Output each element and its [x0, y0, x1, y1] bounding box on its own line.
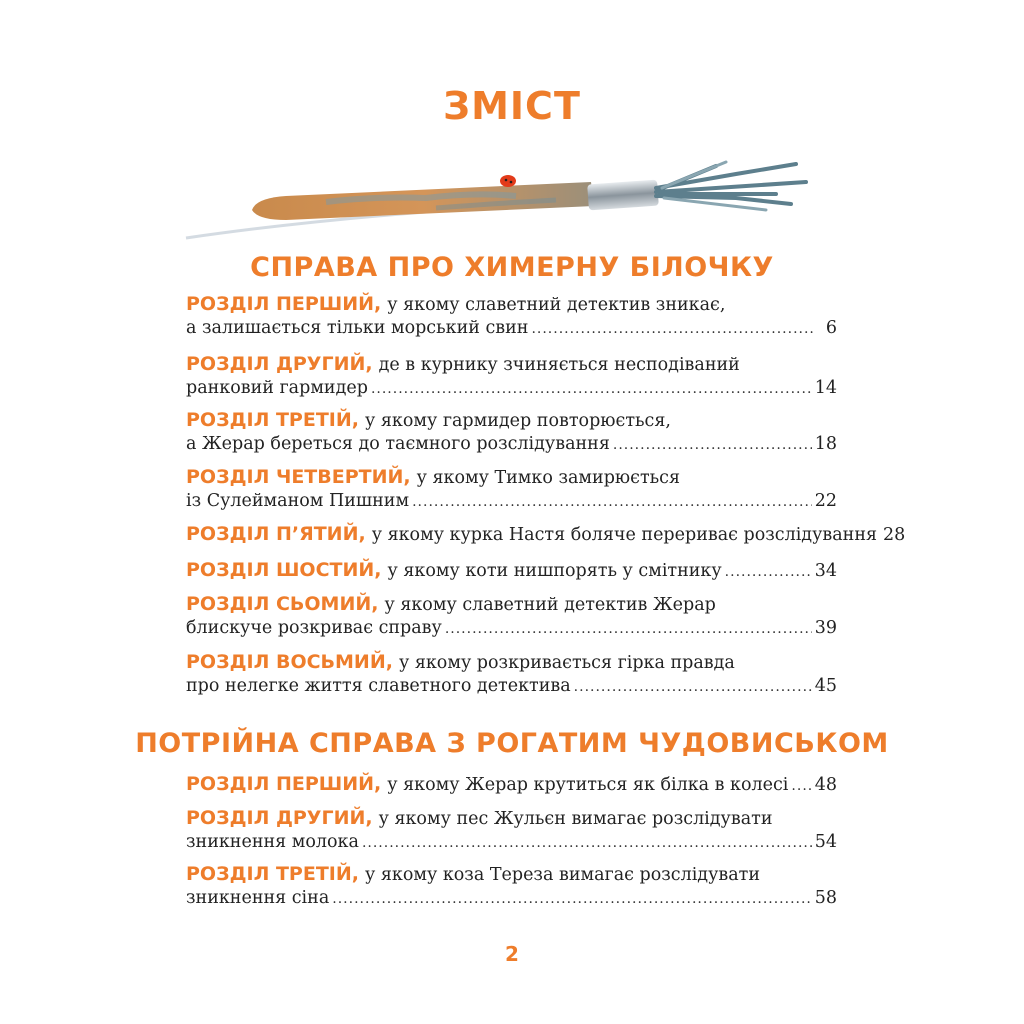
- page-ref: 54: [814, 832, 837, 852]
- chapter-desc-line1: у якому коза Тереза вимагає розслідувати: [364, 865, 760, 885]
- chapter-label: РОЗДІЛ ТРЕТІЙ,: [186, 863, 359, 885]
- page-ref: 6: [825, 318, 837, 338]
- chapter-desc-line2: із Сулейманом Пишним: [186, 491, 410, 511]
- leader-dots: [412, 490, 812, 514]
- toc-entry[interactable]: [186, 592, 837, 640]
- toc-entry[interactable]: [186, 772, 837, 796]
- leader-dots: [725, 560, 812, 584]
- paintbrush-illustration: [176, 160, 816, 250]
- leader-dots: [613, 433, 812, 457]
- page-ref: 28: [883, 525, 906, 545]
- page-ref: 45: [814, 676, 837, 696]
- page-title: ЗМІСТ: [443, 84, 581, 128]
- toc-entry[interactable]: [186, 292, 837, 340]
- toc-entry[interactable]: [186, 465, 837, 513]
- chapter-label: РОЗДІЛ СЬОМИЙ,: [186, 593, 379, 615]
- toc-entry[interactable]: [186, 352, 837, 400]
- chapter-desc-line2: блискуче розкриває справу: [186, 618, 442, 638]
- leader-dots: [371, 377, 812, 401]
- leader-dots: [362, 831, 812, 855]
- chapter-desc-line1: у якому курка Настя боляче перериває розслідування: [371, 525, 878, 545]
- leader-dots: [445, 617, 812, 641]
- page-ref: 58: [814, 888, 837, 908]
- toc-entry[interactable]: [186, 558, 837, 582]
- chapter-label: РОЗДІЛ ПЕРШИЙ,: [186, 773, 382, 795]
- toc-entry[interactable]: [186, 650, 837, 698]
- page-ref: 22: [814, 491, 837, 511]
- leader-dots: [791, 774, 811, 798]
- chapter-label: РОЗДІЛ ЧЕТВЕРТИЙ,: [186, 466, 411, 488]
- leader-dots: [332, 887, 811, 911]
- page-ref: 34: [814, 561, 837, 581]
- chapter-label: РОЗДІЛ ВОСЬМИЙ,: [186, 651, 393, 673]
- chapter-desc-line2: зникнення сіна: [186, 888, 330, 908]
- chapter-label: РОЗДІЛ ПЕРШИЙ,: [186, 293, 382, 315]
- page-ref: 48: [814, 775, 837, 795]
- chapter-desc-line1: у якому гармидер повторюється,: [364, 411, 671, 431]
- chapter-desc-line2: зникнення молока: [186, 832, 359, 852]
- chapter-desc-line2: про нелегке життя славетного детектива: [186, 676, 571, 696]
- leader-dots: [574, 675, 812, 699]
- toc-entry[interactable]: [186, 806, 837, 854]
- chapter-label: РОЗДІЛ ШОСТИЙ,: [186, 559, 382, 581]
- page-ref: 39: [814, 618, 837, 638]
- page-number: 2: [505, 942, 519, 966]
- chapter-desc-line1: у якому пес Жульєн вимагає розслідувати: [378, 809, 773, 829]
- page-ref: 18: [814, 434, 837, 454]
- chapter-desc-line1: у якому коти нишпорять у смітнику: [387, 561, 722, 581]
- ladybug-icon: [500, 175, 516, 187]
- chapter-label: РОЗДІЛ ТРЕТІЙ,: [186, 409, 359, 431]
- chapter-desc-line2: ранковий гармидер: [186, 378, 368, 398]
- leader-dots: [531, 317, 816, 341]
- chapter-desc-line1: у якому розкривається гірка правда: [398, 653, 735, 673]
- section-title-2: ПОТРІЙНА СПРАВА З РОГАТИМ ЧУДОВИСЬКОМ: [135, 728, 889, 759]
- chapter-label: РОЗДІЛ ДРУГИЙ,: [186, 353, 373, 375]
- toc-entry[interactable]: [186, 522, 906, 546]
- chapter-label: РОЗДІЛ П’ЯТИЙ,: [186, 523, 366, 545]
- chapter-label: РОЗДІЛ ДРУГИЙ,: [186, 807, 373, 829]
- chapter-desc-line1: у якому Тимко замирюється: [416, 468, 680, 488]
- toc-entry[interactable]: [186, 862, 837, 910]
- chapter-desc-line1: де в курнику зчиняється несподіваний: [378, 355, 740, 375]
- chapter-desc-line1: у якому Жерар крутиться як білка в колесі: [387, 775, 789, 795]
- chapter-desc-line2: а Жерар береться до таємного розслідування: [186, 434, 610, 454]
- chapter-desc-line2: а залишається тільки морський свин: [186, 318, 529, 338]
- toc-entry[interactable]: [186, 408, 837, 456]
- chapter-desc-line1: у якому славетний детектив зникає,: [387, 295, 726, 315]
- section-title-1: СПРАВА ПРО ХИМЕРНУ БІЛОЧКУ: [250, 252, 774, 283]
- page-ref: 14: [814, 378, 837, 398]
- chapter-desc-line1: у якому славетний детектив Жерар: [384, 595, 716, 615]
